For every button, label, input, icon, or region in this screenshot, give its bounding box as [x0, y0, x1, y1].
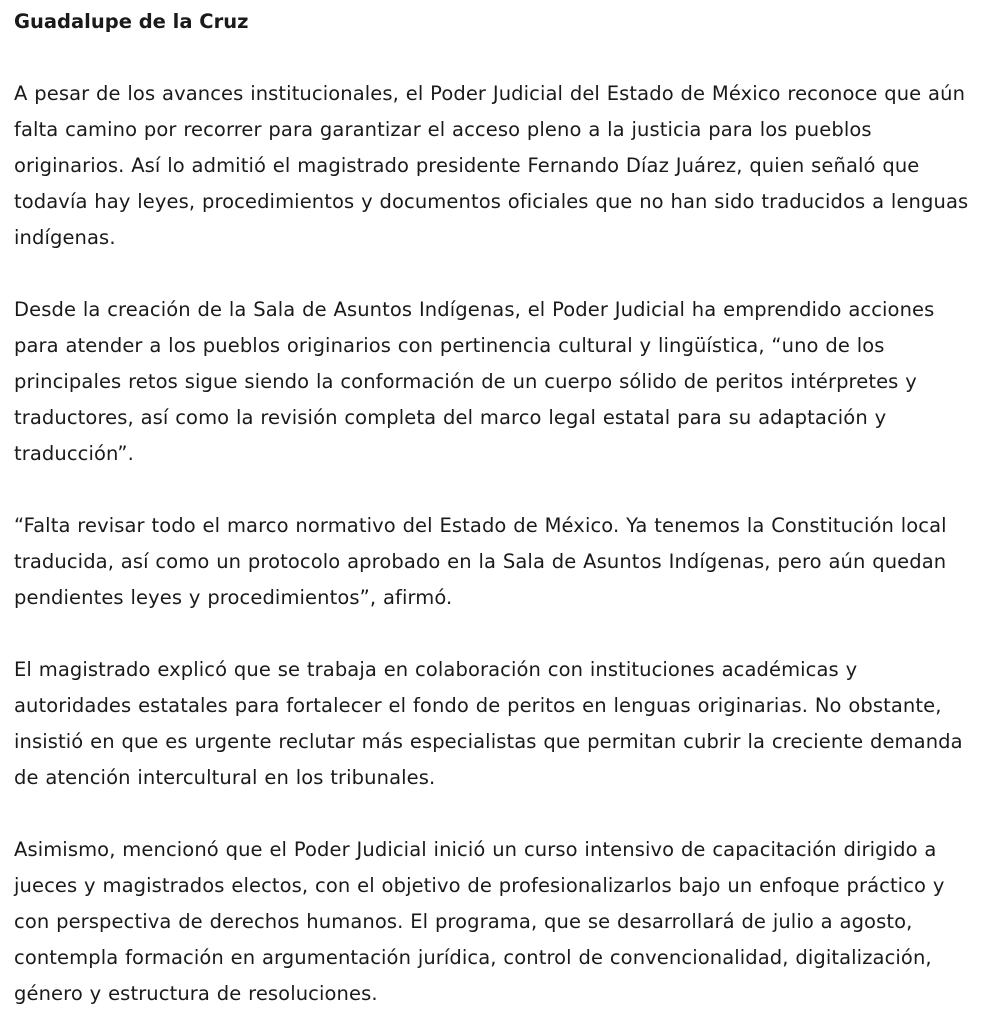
- paragraph-1: A pesar de los avances institucionales, el Poder Judicial del Estado de México reconoce que aún falta camino por recorrer para garantizar el acceso pleno a la justicia para los pueblos originarios. Así lo admitió el magistrado presidente Fernando Díaz Juárez, quien señaló que todavía hay leyes, procedimientos y documentos oficiales que no han sido traducidos a lenguas indígenas.: [14, 82, 969, 249]
- paragraph-2: Desde la creación de la Sala de Asuntos Indígenas, el Poder Judicial ha emprendido acciones para atender a los pueblos originarios con pertinencia cultural y lingüística, “uno de los principales retos sigue siendo la conformación de un cuerpo sólido de peritos intérpretes y traductores, así como la revisión completa del marco legal estatal para su adaptación y traducción”.: [14, 298, 935, 465]
- paragraph-3: “Falta revisar todo el marco normativo del Estado de México. Ya tenemos la Constitución local traducida, así como un protocolo aprobado en la Sala de Asuntos Indígenas, pero aún quedan pendientes leyes y procedimientos”, afirmó.: [14, 514, 947, 609]
- paragraph-5: Asimismo, mencionó que el Poder Judicial inició un curso intensivo de capacitación dirigido a jueces y magistrados electos, con el objetivo de profesionalizarlos bajo un enfoque práctico y con perspectiva de derechos humanos. El programa, que se desarrollará de julio a agosto, contempla formación en argumentación jurídica, control de convencionalidad, digitalización, género y estructura de resoluciones.: [14, 838, 945, 1005]
- paragraph-4: El magistrado explicó que se trabaja en colaboración con instituciones académicas y autoridades estatales para fortalecer el fondo de peritos en lenguas originarias. No obstante, insistió en que es urgente reclutar más especialistas que permitan cubrir la creciente demanda de atención intercultural en los tribunales.: [14, 658, 963, 789]
- author-name: Guadalupe de la Cruz: [14, 10, 249, 33]
- article-body: [14, 4, 979, 1012]
